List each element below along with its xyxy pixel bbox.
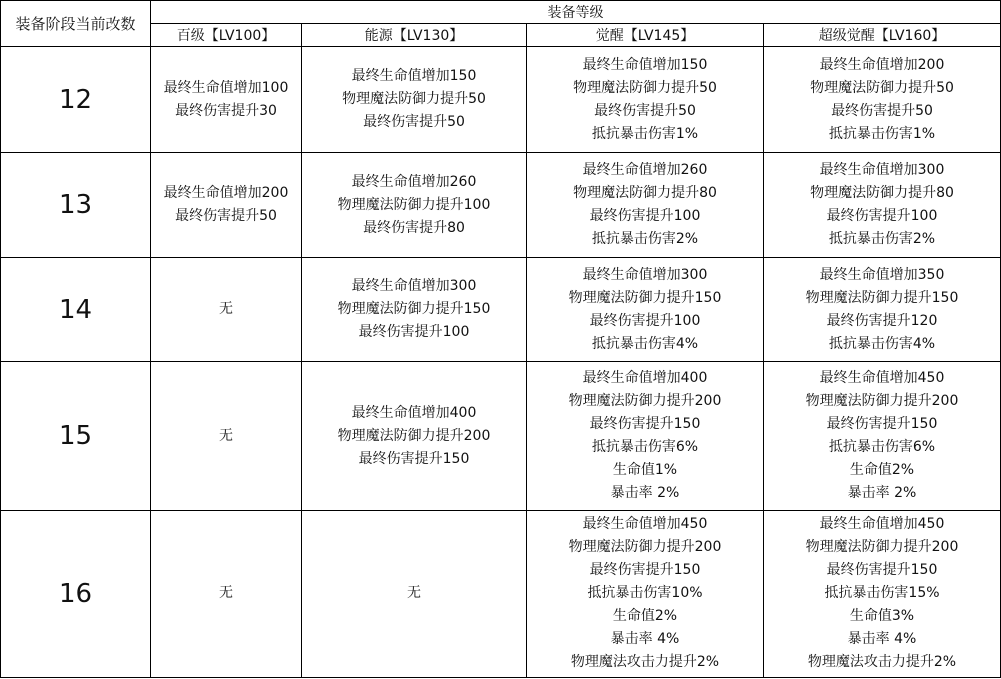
bonus-line: 最终生命值增加260: [582, 162, 708, 179]
bonus-line: 最终伤害提升50: [175, 208, 277, 225]
bonus-line: 最终伤害提升150: [826, 562, 938, 579]
bonus-line: 最终生命值增加200: [163, 185, 289, 202]
bonus-line: 最终伤害提升50: [363, 114, 465, 131]
bonus-line: 最终伤害提升30: [175, 102, 277, 119]
bonus-cell-lv145: [527, 153, 764, 258]
bonus-line: 生命值3%: [849, 608, 915, 625]
bonus-line: 最终生命值增加260: [351, 173, 477, 190]
bonus-line: 抵抗暴击伤害1%: [828, 125, 936, 142]
bonus-line: 暴击率 4%: [847, 631, 917, 648]
bonus-line: 生命值1%: [612, 462, 678, 479]
bonus-line: 最终生命值增加150: [351, 68, 477, 85]
bonus-line: 物理魔法防御力提升150: [805, 289, 959, 306]
stage-number: 14: [1, 258, 151, 362]
bonus-cell-lv100: [151, 258, 302, 362]
bonus-cell-lv160: [764, 362, 1001, 510]
bonus-line: 最终生命值增加450: [582, 516, 708, 533]
bonus-line: 抵抗暴击伤害4%: [591, 335, 699, 352]
bonus-line: 最终伤害提升120: [826, 312, 938, 329]
bonus-cell-lv145: [527, 47, 764, 153]
stage-column-header: 装备阶段当前改数: [1, 1, 151, 47]
bonus-line: 最终生命值增加300: [819, 162, 945, 179]
bonus-line: 物理魔法防御力提升80: [810, 185, 954, 202]
bonus-line: 抵抗暴击伤害6%: [828, 439, 936, 456]
bonus-line: 最终生命值增加450: [819, 370, 945, 387]
bonus-cell-lv145: [527, 362, 764, 510]
bonus-line: 最终生命值增加400: [582, 370, 708, 387]
bonus-line: 最终伤害提升150: [589, 562, 701, 579]
stage-number: 12: [1, 47, 151, 153]
bonus-line: 抵抗暴击伤害6%: [591, 439, 699, 456]
stage-number: 16: [1, 510, 151, 677]
bonus-line: 物理魔法攻击力提升2%: [570, 654, 720, 671]
table-body: [1, 47, 1001, 678]
bonus-line: 最终伤害提升150: [826, 416, 938, 433]
bonus-line: 暴击率 2%: [847, 485, 917, 502]
bonus-line: 物理魔法防御力提升200: [337, 427, 491, 444]
table-row: [1, 47, 1001, 153]
column-header-lv130: 能源【LV130】: [302, 24, 527, 47]
bonus-line: 物理魔法防御力提升80: [573, 185, 717, 202]
bonus-line: 物理魔法防御力提升150: [568, 289, 722, 306]
bonus-line: 无: [407, 585, 421, 602]
bonus-line: 暴击率 4%: [610, 631, 680, 648]
table-row: [1, 153, 1001, 258]
bonus-line: 物理魔法攻击力提升2%: [807, 654, 957, 671]
bonus-cell-lv100: [151, 153, 302, 258]
bonus-cell-lv100: [151, 510, 302, 677]
bonus-line: 最终生命值增加150: [582, 56, 708, 73]
bonus-cell-lv130: [302, 153, 527, 258]
bonus-line: 最终伤害提升100: [826, 208, 938, 225]
bonus-line: 最终伤害提升100: [589, 208, 701, 225]
bonus-line: 抵抗暴击伤害10%: [587, 585, 703, 602]
bonus-line: 物理魔法防御力提升50: [810, 79, 954, 96]
bonus-line: 物理魔法防御力提升100: [337, 196, 491, 213]
bonus-line: 最终生命值增加400: [351, 404, 477, 421]
bonus-line: 最终伤害提升150: [589, 416, 701, 433]
bonus-line: 抵抗暴击伤害1%: [591, 125, 699, 142]
equipment-level-header: 装备等级: [151, 1, 1001, 24]
table-row: [1, 362, 1001, 510]
bonus-line: 物理魔法防御力提升200: [805, 393, 959, 410]
bonus-line: 最终伤害提升150: [358, 450, 470, 467]
bonus-line: 物理魔法防御力提升50: [573, 79, 717, 96]
bonus-cell-lv130: [302, 362, 527, 510]
bonus-line: 生命值2%: [849, 462, 915, 479]
bonus-line: 物理魔法防御力提升200: [805, 539, 959, 556]
bonus-line: 无: [219, 427, 233, 444]
bonus-line: 抵抗暴击伤害2%: [828, 231, 936, 248]
bonus-cell-lv130: [302, 510, 527, 677]
bonus-line: 物理魔法防御力提升200: [568, 393, 722, 410]
bonus-line: 暴击率 2%: [610, 485, 680, 502]
bonus-line: 抵抗暴击伤害2%: [591, 231, 699, 248]
bonus-cell-lv160: [764, 47, 1001, 153]
bonus-line: 生命值2%: [612, 608, 678, 625]
bonus-cell-lv100: [151, 362, 302, 510]
bonus-line: 无: [219, 301, 233, 318]
bonus-line: 最终生命值增加200: [819, 56, 945, 73]
bonus-cell-lv160: [764, 153, 1001, 258]
bonus-cell-lv160: [764, 510, 1001, 677]
bonus-cell-lv100: [151, 47, 302, 153]
table-row: [1, 510, 1001, 677]
bonus-line: 最终生命值增加100: [163, 79, 289, 96]
bonus-line: 无: [219, 585, 233, 602]
bonus-line: 最终伤害提升100: [358, 324, 470, 341]
bonus-line: 物理魔法防御力提升50: [342, 91, 486, 108]
column-header-lv160: 超级觉醒【LV160】: [764, 24, 1001, 47]
bonus-cell-lv160: [764, 258, 1001, 362]
bonus-line: 抵抗暴击伤害15%: [824, 585, 940, 602]
bonus-cell-lv130: [302, 47, 527, 153]
bonus-line: 最终生命值增加450: [819, 516, 945, 533]
bonus-cell-lv145: [527, 258, 764, 362]
bonus-line: 最终生命值增加300: [351, 278, 477, 295]
bonus-cell-lv145: [527, 510, 764, 677]
stage-number: 13: [1, 153, 151, 258]
bonus-line: 抵抗暴击伤害4%: [828, 335, 936, 352]
table-row: [1, 258, 1001, 362]
bonus-line: 最终伤害提升50: [831, 102, 933, 119]
bonus-cell-lv130: [302, 258, 527, 362]
stage-number: 15: [1, 362, 151, 510]
bonus-line: 最终生命值增加300: [582, 266, 708, 283]
column-header-lv100: 百级【LV100】: [151, 24, 302, 47]
column-header-lv145: 觉醒【LV145】: [527, 24, 764, 47]
bonus-line: 最终伤害提升80: [363, 219, 465, 236]
bonus-line: 物理魔法防御力提升200: [568, 539, 722, 556]
bonus-line: 最终伤害提升50: [594, 102, 696, 119]
bonus-line: 最终伤害提升100: [589, 312, 701, 329]
bonus-line: 最终生命值增加350: [819, 266, 945, 283]
bonus-line: 物理魔法防御力提升150: [337, 301, 491, 318]
